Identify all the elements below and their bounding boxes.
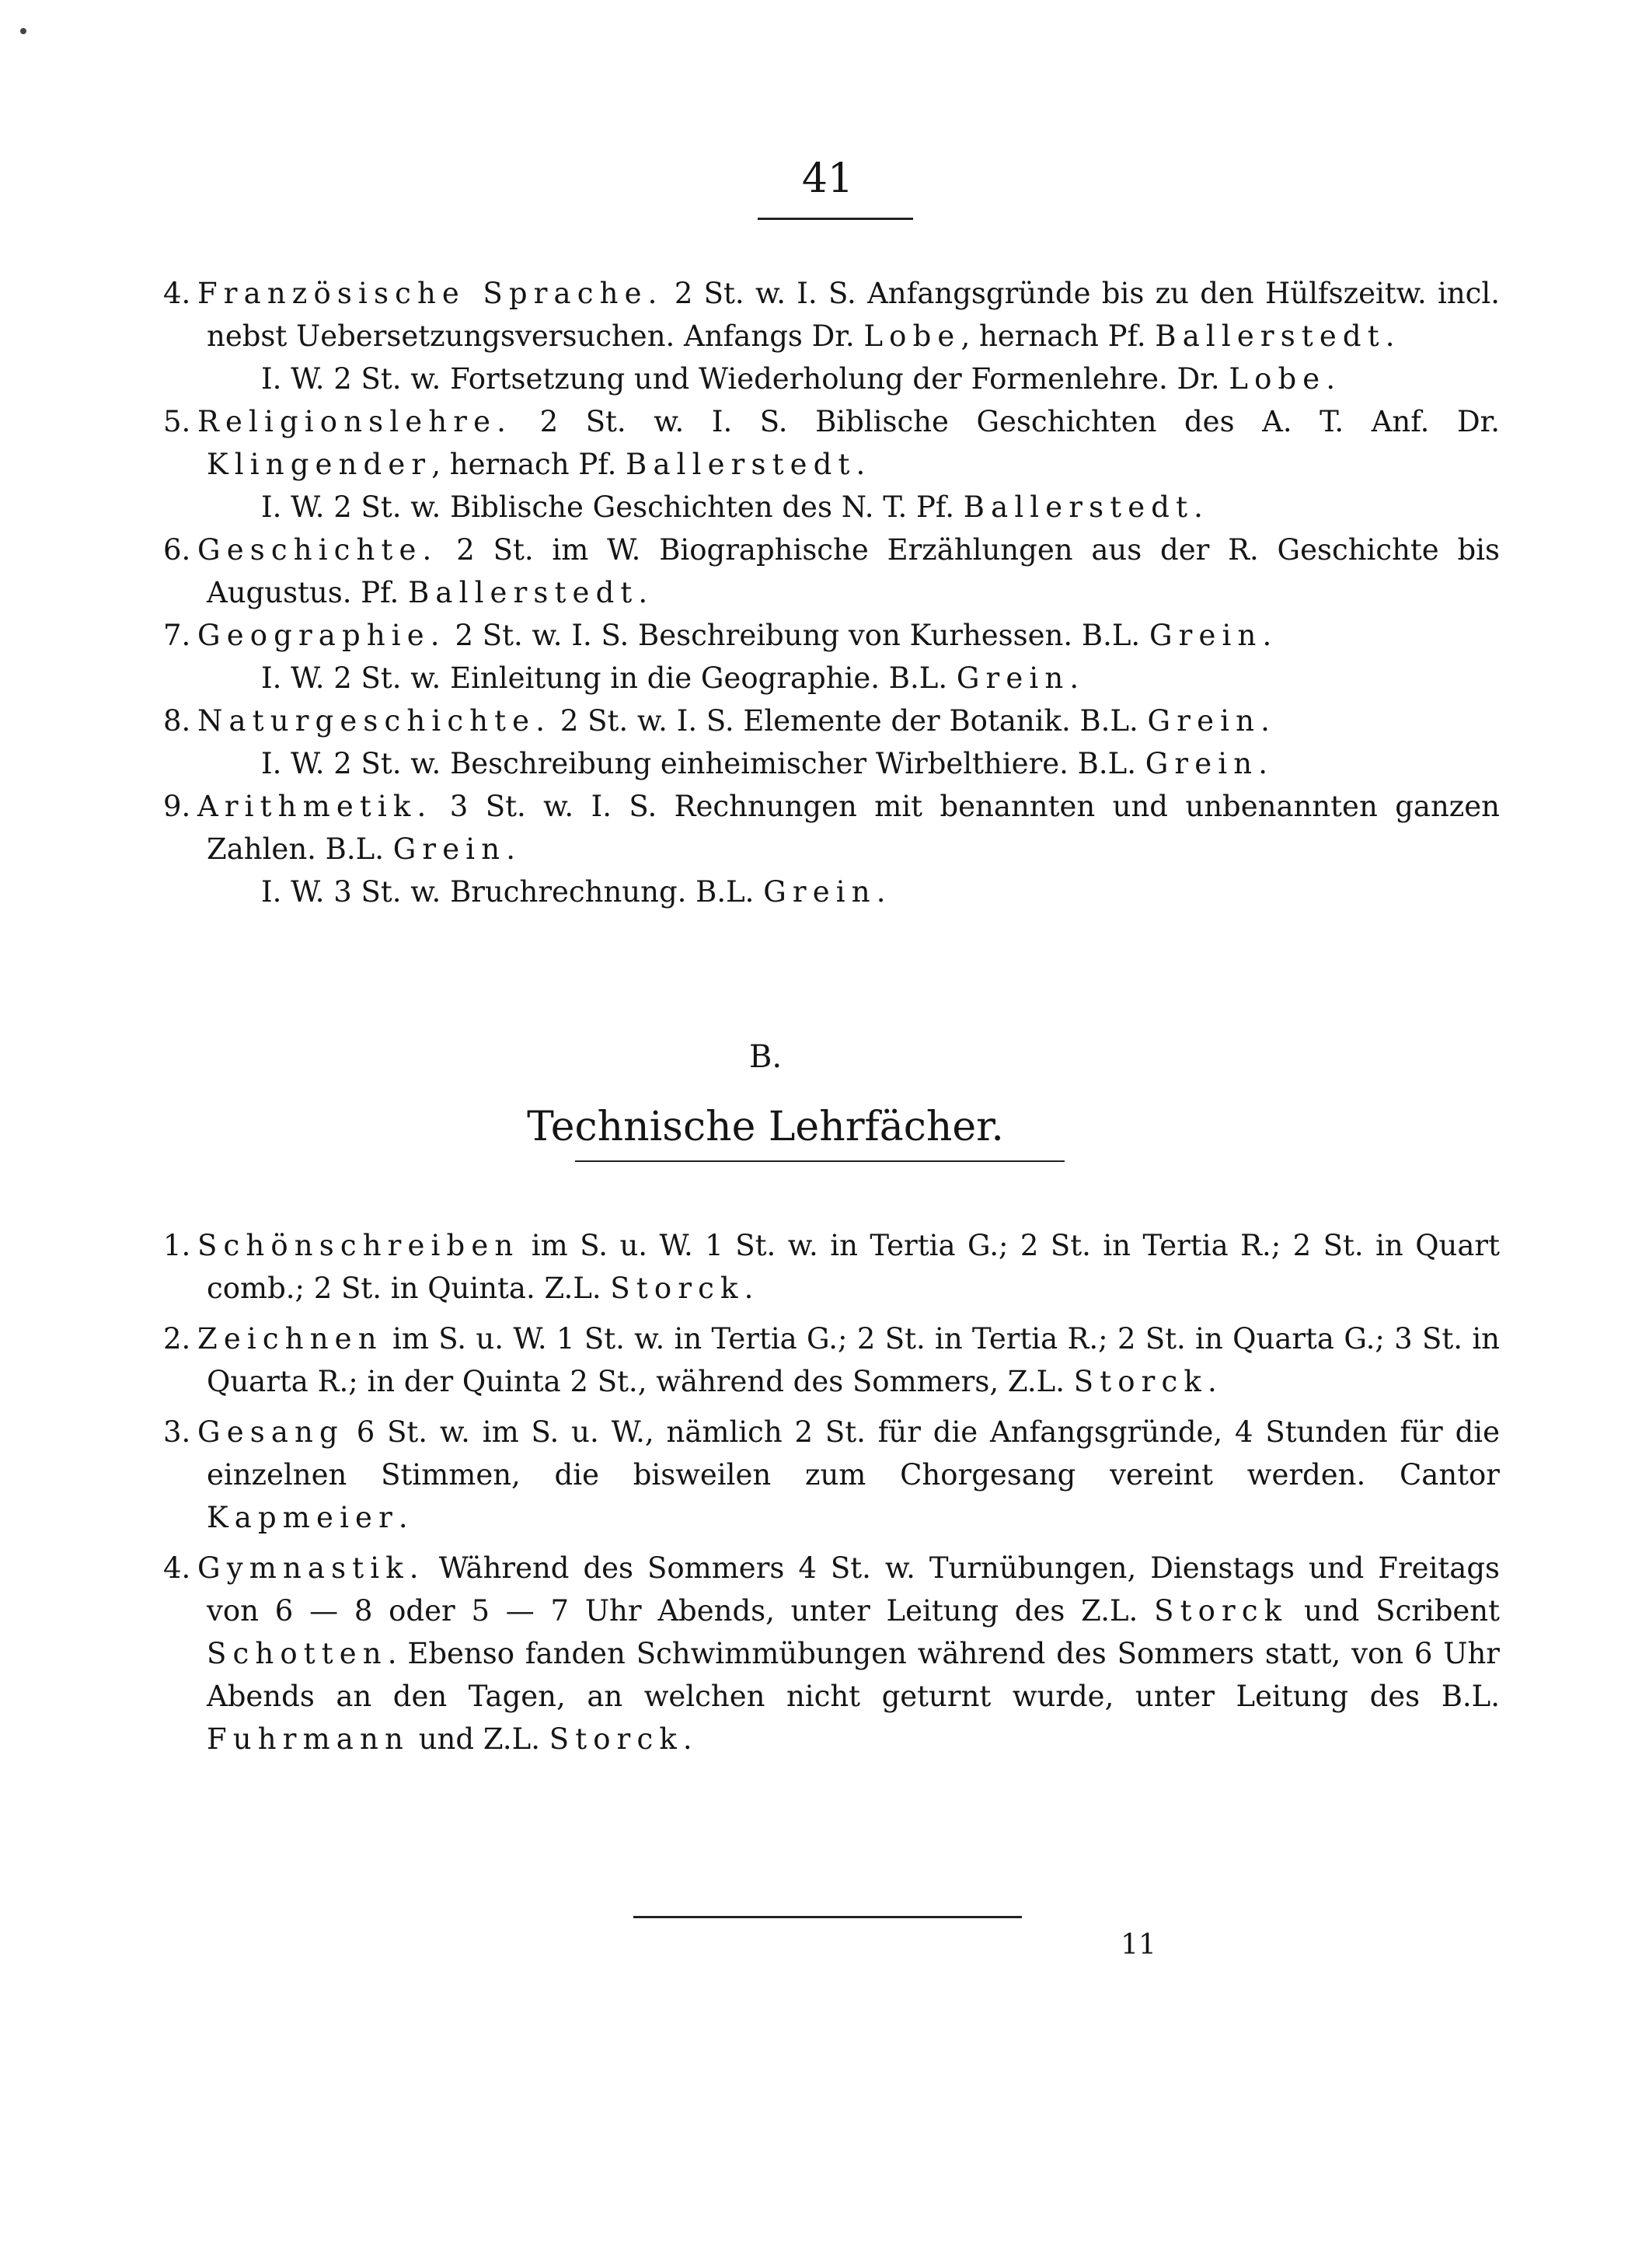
text-run: I. W. 2 St. w. Fortsetzung und Wiederholung der Formenlehre. Dr. xyxy=(261,362,1229,396)
main-text xyxy=(163,272,1500,1768)
spaced-term: Fuhrmann xyxy=(207,1722,410,1756)
subject-entry xyxy=(163,529,1500,614)
entry-number: 9. xyxy=(163,790,191,823)
text-run: und Z.L. xyxy=(409,1722,549,1756)
page-number: 41 xyxy=(801,155,854,202)
text-run: 6 St. w. im S. u. W., nämlich 2 St. für die Anfangsgründe, 4 Stunden für die einzelnen Stimmen, die bisweilen zum Chorgesang vereint werden. Cantor xyxy=(207,1415,1500,1492)
text-run: I. W. 2 St. w. Einleitung in die Geographie. B.L. xyxy=(261,661,957,695)
text-run: I. W. 2 St. w. Beschreibung einheimischer Wirbelthiere. B.L. xyxy=(261,747,1145,780)
spaced-term: Naturgeschichte. xyxy=(197,704,552,738)
spaced-term: Storck xyxy=(549,1722,683,1756)
spaced-term: Schönschreiben xyxy=(197,1229,520,1262)
text-run: . xyxy=(1194,490,1203,524)
subject-list-b xyxy=(163,1224,1500,1760)
spaced-term: Storck xyxy=(1154,1594,1288,1628)
text-run: . xyxy=(1385,319,1395,353)
entry-number: 2. xyxy=(163,1322,191,1356)
section-title-rule xyxy=(575,1160,1065,1162)
text-run: und Scribent xyxy=(1288,1594,1500,1628)
text-run: 2 St. w. I. S. Beschreibung von Kurhessen. B.L. xyxy=(445,619,1149,652)
subject-entry xyxy=(163,785,1500,871)
subject-entry xyxy=(163,1224,1500,1310)
spaced-term: Storck xyxy=(610,1272,744,1305)
text-run: im S. u. W. 1 St. w. in Tertia G.; 2 St. in Tertia R.; 2 St. in Quarta G.; 3 St. in Quarta R.; in der Quinta 2 St., während des Sommers, Z.L. xyxy=(207,1322,1500,1398)
spaced-term: Zeichnen xyxy=(197,1322,383,1356)
margin-dot xyxy=(20,28,26,34)
spaced-term: Gesang xyxy=(197,1415,344,1449)
spaced-term: Grein xyxy=(763,875,877,909)
spaced-term: Religionslehre. xyxy=(197,405,513,438)
subject-entry xyxy=(163,400,1500,486)
subject-list-a xyxy=(163,272,1500,913)
spaced-term: Ballerstedt xyxy=(1155,319,1386,353)
text-run: . xyxy=(398,1501,408,1534)
footer-rule xyxy=(633,1916,1022,1918)
text-run: . xyxy=(1069,661,1079,695)
spaced-term: Grein xyxy=(392,832,507,866)
entry-number: 8. xyxy=(163,704,191,738)
spaced-term: Storck xyxy=(1073,1365,1208,1398)
spaced-term: Grein xyxy=(956,661,1070,695)
header-rule xyxy=(758,218,913,220)
entry-number: 4. xyxy=(163,277,191,310)
subject-entry xyxy=(163,614,1500,657)
text-run: . xyxy=(1326,362,1336,396)
spaced-term: Arithmetik. xyxy=(197,790,433,823)
section-letter: B. xyxy=(748,1039,783,1075)
spaced-term: Grein xyxy=(1149,619,1263,652)
spaced-term: Ballerstedt xyxy=(626,448,856,481)
text-run: , hernach Pf. xyxy=(431,448,626,481)
spaced-term: Lobe xyxy=(1229,362,1327,396)
entry-number: 1. xyxy=(163,1229,191,1262)
spaced-term: Geschichte. xyxy=(197,533,438,567)
text-run: , hernach Pf. xyxy=(960,319,1156,353)
text-run: 2 St. im W. Biographische Erzählungen aus der R. Geschichte bis Augustus. Pf. xyxy=(207,533,1500,609)
subject-subentry xyxy=(163,358,1500,400)
spaced-term: Ballerstedt xyxy=(963,490,1194,524)
text-run: . xyxy=(1258,747,1267,780)
entry-number: 3. xyxy=(163,1415,191,1449)
text-run: 2 St. w. I. S. Anfangsgründe bis zu den Hülfszeitw. incl. nebst Uebersetzungsversuchen. Anfangs Dr. xyxy=(207,277,1501,353)
text-run: . xyxy=(638,576,648,609)
text-run: I. W. 3 St. w. Bruchrechnung. B.L. xyxy=(261,875,764,909)
text-run: . Ebenso fanden Schwimmübungen während des Sommers statt, von 6 Uhr Abends an den Tagen, an welchen nicht geturnt wurde, unter Leitung des B.L. xyxy=(207,1637,1500,1713)
subject-subentry xyxy=(163,657,1500,700)
text-run: im S. u. W. 1 St. w. in Tertia G.; 2 St. in Tertia R.; 2 St. in Quart comb.; 2 St. in Quinta. Z.L. xyxy=(207,1229,1500,1305)
text-run: 3 St. w. I. S. Rechnungen mit benannten und unbenannten ganzen Zahlen. B.L. xyxy=(207,790,1500,866)
section-title: Technische Lehrfächer. xyxy=(527,1104,1004,1150)
text-run: . xyxy=(1260,704,1270,738)
spaced-term: Ballerstedt xyxy=(408,576,639,609)
text-run: . xyxy=(1207,1365,1217,1398)
text-run: I. W. 2 St. w. Biblische Geschichten des N. T. Pf. xyxy=(261,490,964,524)
subject-subentry xyxy=(163,486,1500,529)
spaced-term: Klingender xyxy=(207,448,432,481)
entry-number: 6. xyxy=(163,533,191,567)
subject-entry xyxy=(163,700,1500,742)
entry-number: 4. xyxy=(163,1551,191,1585)
text-run: . xyxy=(682,1722,692,1756)
signature-mark: 11 xyxy=(1121,1929,1156,1961)
subject-entry xyxy=(163,1411,1500,1539)
text-run: 2 St. w. I. S. Elemente der Botanik. B.L. xyxy=(551,704,1148,738)
subject-subentry xyxy=(163,871,1500,913)
spaced-term: Grein xyxy=(1145,747,1259,780)
text-run: . xyxy=(1262,619,1272,652)
subject-entry xyxy=(163,272,1500,358)
spaced-term: Gymnastik. xyxy=(197,1551,425,1585)
text-run: . xyxy=(876,875,886,909)
text-run: Während des Sommers 4 St. w. Turnübungen, Dienstags und Freitags von 6 — 8 oder 5 — 7 Uhr Abends, unter Leitung des Z.L. xyxy=(207,1551,1500,1628)
spaced-term: Geographie. xyxy=(197,619,446,652)
text-run: 2 St. w. I. S. Biblische Geschichten des A. T. Anf. Dr. xyxy=(512,405,1500,438)
spaced-term: Lobe xyxy=(863,319,961,353)
subject-subentry xyxy=(163,742,1500,785)
spaced-term: Grein xyxy=(1147,704,1261,738)
subject-entry xyxy=(163,1547,1500,1760)
spaced-term: Schotten xyxy=(207,1637,388,1670)
text-run: . xyxy=(744,1272,754,1305)
entry-number: 5. xyxy=(163,405,191,438)
spaced-term: Französische Sprache. xyxy=(197,277,664,310)
subject-entry xyxy=(163,1317,1500,1403)
entry-number: 7. xyxy=(163,619,191,652)
text-run: . xyxy=(856,448,866,481)
spaced-term: Kapmeier xyxy=(207,1501,399,1534)
text-run: . xyxy=(506,832,516,866)
